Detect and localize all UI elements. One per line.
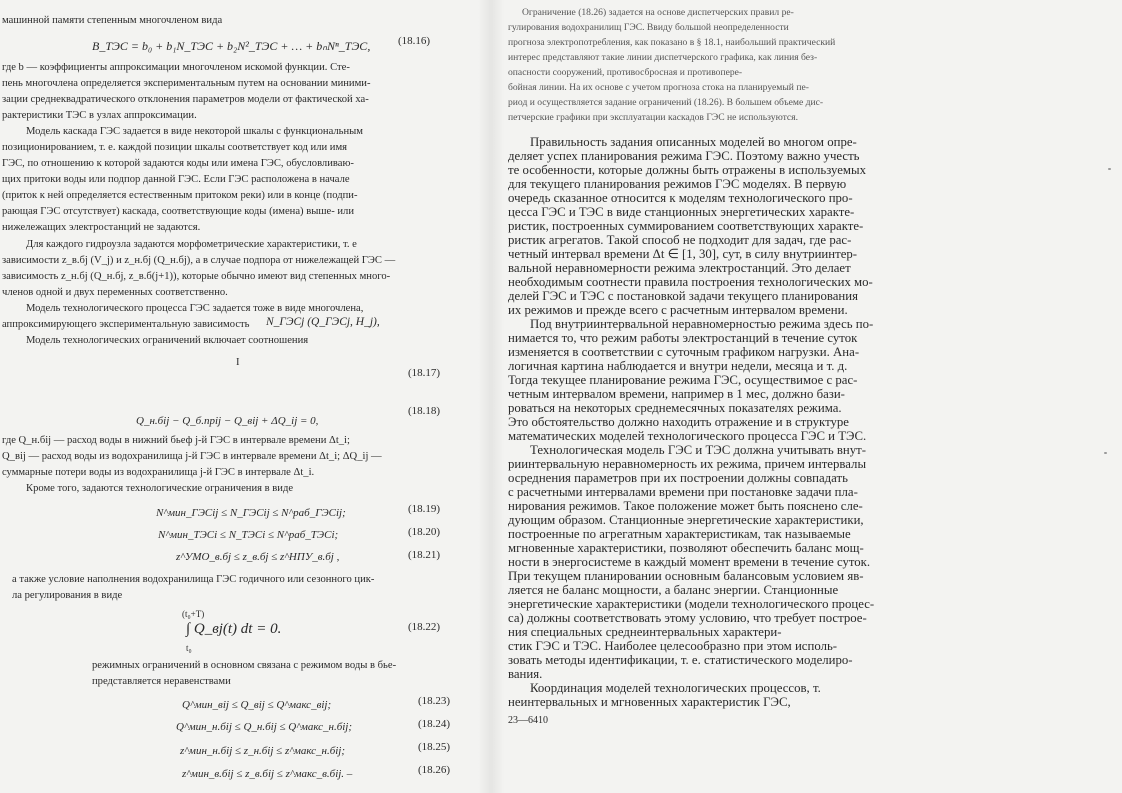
body-line: нирования режимов. Такое положение может быть пояснено сле- (508, 499, 863, 513)
text-line: Для каждого гидроузла задаются морфометрические характеристики, т. е (26, 239, 357, 250)
equation-18-17-mark: I (236, 357, 240, 368)
text-line: Кроме того, задаются технологические ограничения в виде (26, 483, 294, 494)
note-line: риод и осуществляется задание ограничений (18.26). В большем объеме дис- (508, 97, 824, 108)
body-line: очередь сказанное относится к моделям технологического про- (508, 191, 853, 205)
integral-upper-limit: (t₀+T) (182, 609, 205, 619)
body-line: зовать методы идентификации, т. е. статистического моделиро- (508, 653, 853, 667)
note-line: гулирования водохранилищ ГЭС. Ввиду большой неопределенности (508, 22, 789, 33)
body-line: их режимов и прежде всего с расчетным интервалом времени. (508, 303, 848, 317)
body-line: Под внутриинтервальной неравномерностью режима здесь по- (530, 317, 874, 331)
equation-number: (18.26) (418, 764, 451, 776)
body-line: четный интервал времени Δt ∈ [1, 30], сут, в силу внутриинтер- (508, 247, 858, 261)
text-line: (приток к ней определяется естественным притоком реки) или в конце (подпи- (2, 190, 358, 201)
equation-18-26: z^мин_в.бij ≤ z_в.бij ≤ z^макс_в.бij. – (182, 768, 353, 780)
text-line: зависимость z_н.бj (Q_н.бj, z_в.б(j+1)), которые обычно имеют вид степенных много- (2, 271, 391, 282)
equation-18-22: ∫ Q_вj(t) dt = 0. (186, 621, 282, 637)
integral-lower-limit: t₀ (186, 643, 192, 653)
body-line: делей ГЭС и ТЭС с постановкой задачи текущего планирования (508, 289, 858, 303)
text-line: позиционированием, т. е. каждой позиции шкалы соответствует код или имя (2, 142, 348, 153)
note-line: опасности сооружений, противосбросная и противоперe- (508, 67, 743, 78)
equation-number: (18.24) (418, 718, 451, 730)
body-line: осреднения параметров при их построении должны совпадать (508, 471, 848, 485)
page-footer-signature: 23—6410 (508, 715, 548, 726)
body-line: риинтервальную неравномерность их режима, причем интервалы (508, 457, 867, 471)
body-line: стик ГЭС и ТЭС. Наиболее целесообразно при этом исполь- (508, 639, 838, 653)
body-line: неинтервальных и мгновенных характеристик ГЭС, (508, 695, 791, 709)
equation-number: (18.23) (418, 695, 451, 707)
body-line: цесса ГЭС и ТЭС в виде станционных энергетических характе- (508, 205, 855, 219)
body-line: мгновенные характеристики, позволяют обеспечить баланс мощ- (508, 541, 864, 555)
equation-18-16: B_ТЭС = b₀ + b₁N_ТЭС + b₂N²_ТЭС + … + bₙNⁿ_ТЭС, (92, 39, 371, 53)
note-line: петчерские графики при эксплуатации каскадов ГЭС не используются. (508, 112, 798, 123)
text-line: нижележащих электростанций не задаются. (2, 222, 201, 233)
body-line: ния специальных среднеинтервальных характери- (508, 625, 782, 639)
body-line: При текущем планировании основным балансовым условием яв- (508, 569, 864, 583)
text-line: Модель каскада ГЭС задается в виде некоторой шкалы с функциональным (26, 126, 363, 137)
text-line: зависимости z_в.бj (V_j) и z_н.бj (Q_н.бj), а в случае подпора от нижележащей ГЭС — (2, 255, 396, 266)
body-line: Координация моделей технологических процессов, т. (530, 681, 821, 695)
text-line: рактеристики ТЭС в узлах аппроксимации. (2, 110, 197, 121)
scan-speck (1104, 452, 1107, 454)
text-line: где Q_н.бij — расход воды в нижний бьеф j-й ГЭС в интервале времени Δt_i; (2, 435, 350, 446)
equation-number: (18.18) (408, 405, 441, 417)
body-line: Правильность задания описанных моделей во многом опре- (530, 135, 857, 149)
text-line: а также условие наполнения водохранилища ГЭС годичного или сезонного цик- (12, 574, 375, 585)
body-line: четным интервалом времени, например в 1 мес, должно бази- (508, 387, 845, 401)
equation-number: (18.16) (398, 35, 431, 47)
text-line: членов одной и двух переменных соответственно. (2, 287, 228, 298)
text-line: представляется неравенствами (92, 676, 231, 687)
body-line: изменяется в соответствии с суточным графиком нагрузки. Ана- (508, 345, 860, 359)
equation-number: (18.20) (408, 526, 441, 538)
body-line: дующим образом. Станционные энергетические характеристики, (508, 513, 864, 527)
equation-number: (18.19) (408, 503, 441, 515)
body-line: деляет успех планирования режима ГЭС. Поэтому важно учесть (508, 149, 860, 163)
text-line: ла регулирования в виде (12, 590, 123, 601)
scan-speck (1108, 168, 1111, 170)
dependency-expression: N_ГЭСj (Q_ГЭСj, H_j), (266, 316, 380, 328)
text-line: машинной памяти степенным многочленом вида (2, 15, 223, 26)
body-line: построенные по агрегатным характеристикам, так называемые (508, 527, 851, 541)
body-line: вания. (508, 667, 543, 681)
body-line: вальной неравномерности режима электростанций. Это делает (508, 261, 851, 275)
body-line: роваться на некоторых среднемесячных показателях режима. (508, 401, 842, 415)
body-line: с расчетными интервалами времени при постановке задачи пла- (508, 485, 858, 499)
text-line: рающая ГЭС отсутствует) каскада, соответствующие коды (имена) выше- или (2, 206, 354, 217)
equation-18-20: N^мин_ТЭСi ≤ N_ТЭСi ≤ N^раб_ТЭСi; (158, 529, 339, 541)
body-line: логичная картина наблюдается и внутри недели, месяца и т. д. (508, 359, 848, 373)
equation-18-18: Q_н.бij − Q_б.прij − Q_вij + ΔQ_ij = 0, (136, 415, 319, 427)
body-line: ристик, построенных суммированием соответствующих характе- (508, 219, 864, 233)
equation-number: (18.21) (408, 549, 441, 561)
text-line: аппроксимирующего экспериментальную зависимость (2, 319, 250, 330)
body-line: Это обстоятельство должно находить отражение и в структуре (508, 415, 849, 429)
text-line: ГЭС, по отношению к которой задаются коды или имена ГЭС, обусловливаю- (2, 158, 354, 169)
body-line: энергетические характеристики (модели технологического процес- (508, 597, 875, 611)
right-page (500, 0, 1122, 793)
body-line: Технологическая модель ГЭС и ТЭС должна учитывать внут- (530, 443, 867, 457)
equation-number: (18.22) (408, 621, 441, 633)
body-line: нимается то, что режим работы электростанций в течение суток (508, 331, 858, 345)
body-line: те особенности, которые должны быть отражены в используемых (508, 163, 866, 177)
equation-18-23: Q^мин_вij ≤ Q_вij ≤ Q^макс_вij; (182, 699, 332, 711)
body-line: математических моделей технологического процесса ГЭС и ТЭС. (508, 429, 867, 443)
body-line: для текущего планирования режимов ГЭС моделях. В первую (508, 177, 847, 191)
note-line: бойная линии. На их основе с учетом прогноза стока на планируемый пе- (508, 82, 809, 93)
body-line: необходимым соотнести правила построения технологических мо- (508, 275, 873, 289)
body-line: са) должны соответствовать этому условию, что требует построе- (508, 611, 867, 625)
note-line: интерес представляют такие линии диспетчерского графика, как линия без- (508, 52, 818, 63)
text-line: зации среднеквадратического отклонения параметров модели от фактической ха- (2, 94, 369, 105)
equation-number: (18.25) (418, 741, 451, 753)
text-line: режимных ограничений в основном связана с режимом воды в бье- (92, 660, 397, 671)
equation-18-25: z^мин_н.бij ≤ z_н.бij ≤ z^макс_н.бij; (180, 745, 346, 757)
body-line: ляется не баланс мощности, а баланс энергии. Станционные (508, 583, 839, 597)
equation-number: (18.17) (408, 367, 441, 379)
equation-18-24: Q^мин_н.бij ≤ Q_н.бij ≤ Q^макс_н.бij; (176, 721, 353, 733)
note-line: Ограничение (18.26) задается на основе диспетчерских правил ре- (522, 7, 794, 18)
text-line: пень многочлена определяется экспериментальным путем на основании миними- (2, 78, 371, 89)
body-line: ности в энергосистеме в каждый момент времени в течение суток. (508, 555, 871, 569)
text-line: суммарные потери воды из водохранилища j-й ГЭС в интервале Δt_i. (2, 467, 315, 478)
text-line: где b — коэффициенты аппроксимации многочленом искомой функции. Сте- (2, 62, 350, 73)
body-line: ристик агрегатов. Такой способ не подходит для задач, где рас- (508, 233, 852, 247)
equation-18-21: z^УМО_в.бj ≤ z_в.бj ≤ z^НПУ_в.бj , (176, 551, 340, 563)
text-line: Q_вij — расход воды из водохранилища j-й ГЭС в интервале времени Δt_i; ΔQ_ij — (2, 451, 382, 462)
left-page (0, 0, 480, 793)
text-line: Модель технологического процесса ГЭС задается тоже в виде многочлена, (26, 303, 364, 314)
text-line: Модель технологических ограничений включает соотношения (26, 335, 309, 346)
body-line: Тогда текущее планирование режима ГЭС, осуществимое с рас- (508, 373, 858, 387)
note-line: прогноза электропотребления, как показано в § 18.1, наибольший практический (508, 37, 836, 48)
equation-18-19: N^мин_ГЭСij ≤ N_ГЭСij ≤ N^раб_ГЭСij; (156, 507, 346, 519)
text-line: щих притоки воды или подпор данной ГЭС. Если ГЭС расположена в начале (2, 174, 350, 185)
